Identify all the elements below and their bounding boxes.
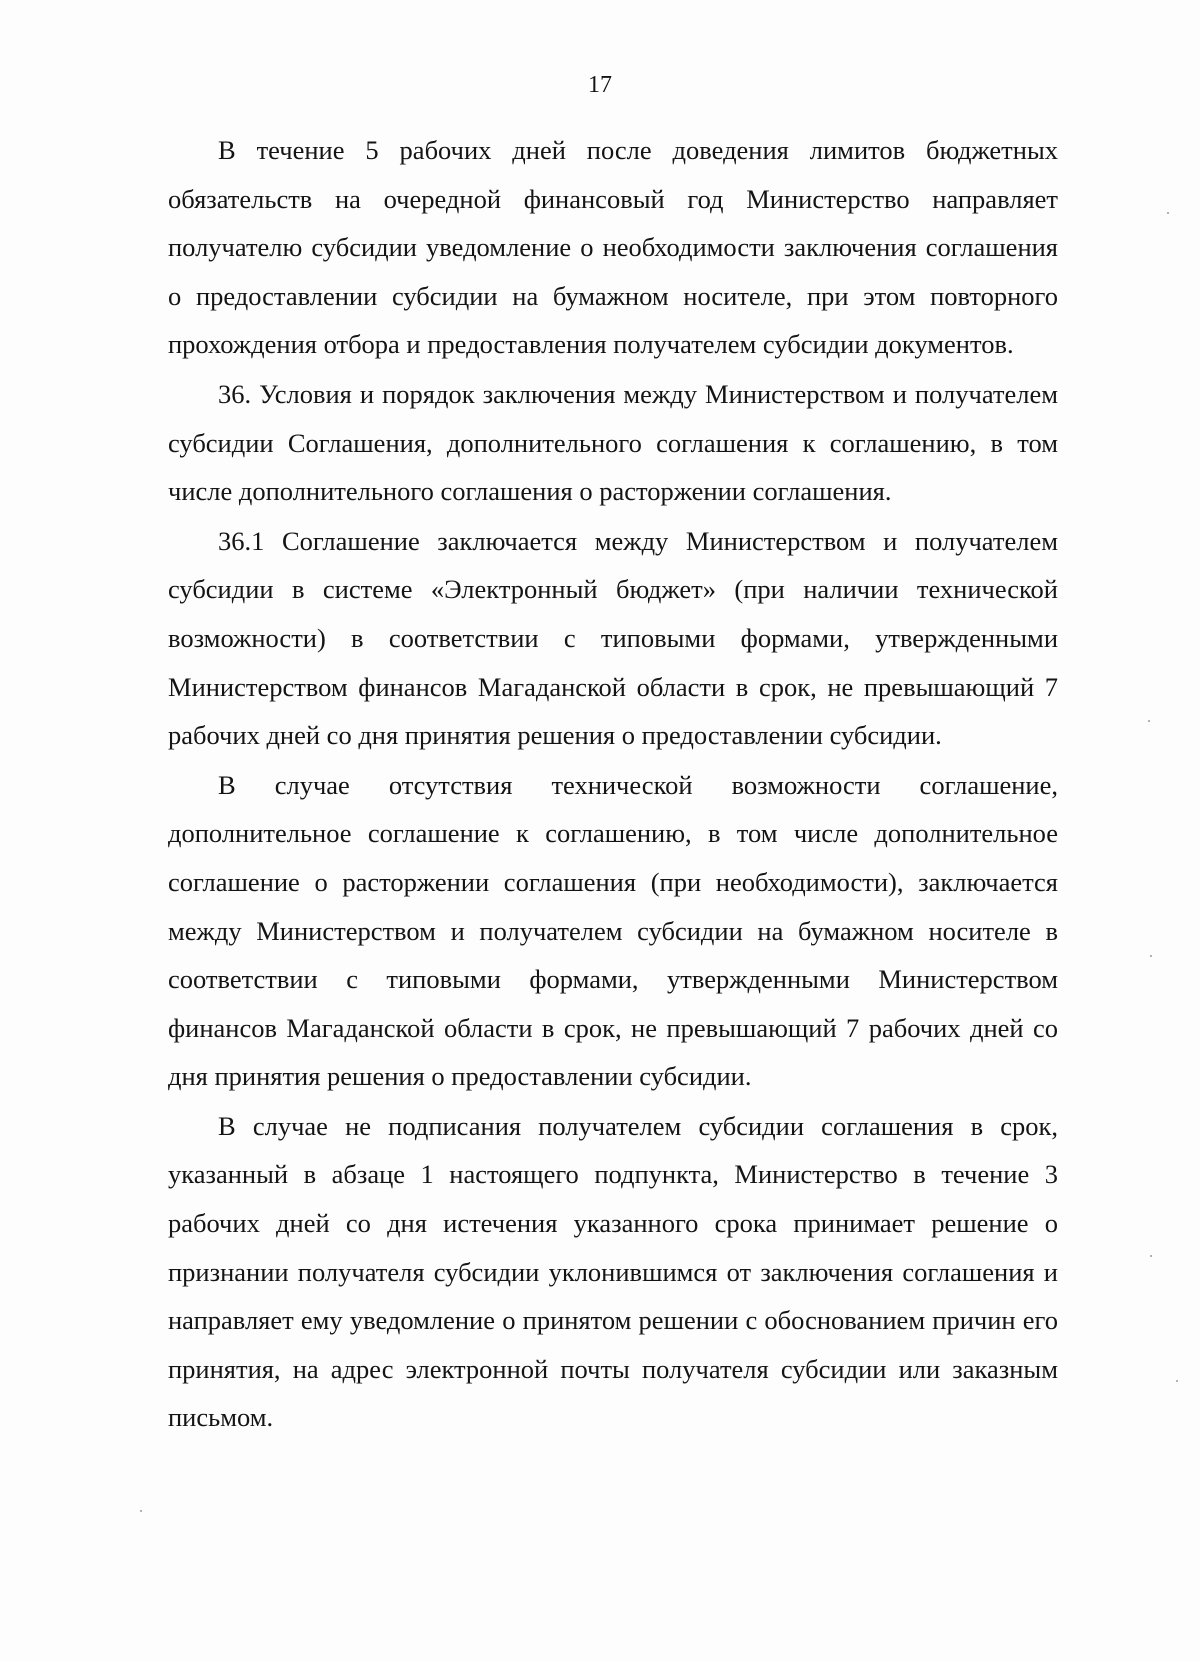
paragraph-36-1-electronic-budget: 36.1 Соглашение заключается между Министерством и получателем субсидии в системе «Электронный бюджет» (при наличии технической возможности) в соответствии с типовыми формами, утвержденными Министерством финансов Магаданской области в срок, не превышающий 7 рабочих дней со дня принятия решения о предоставлении субсидии. [168, 525, 1058, 751]
page-number: 17 [588, 72, 612, 98]
scan-speck [1176, 1380, 1178, 1382]
scan-speck [1150, 1255, 1152, 1257]
document-body [168, 126, 1058, 1443]
paragraph-evasion-decision: В случае не подписания получателем субсидии соглашения в срок, указанный в абзаце 1 настоящего подпункта, Министерство в течение 3 рабочих дней со дня истечения указанного срока принимает решение о признании получателя субсидии уклонившимся от заключения соглашения и направляет ему уведомление о принятом решении с обоснованием причин его принятия, на адрес электронной почты получателя субсидии или заказным письмом. [168, 1110, 1058, 1433]
scan-speck [1167, 212, 1169, 214]
paragraph-paper-agreement: В случае отсутствия технической возможности соглашение, дополнительное соглашение к соглашению, в том числе дополнительное соглашение о расторжении соглашения (при необходимости), заключается между Министерством и получателем субсидии на бумажном носителе в соответствии с типовыми формами, утвержденными Министерством финансов Магаданской области в срок, не превышающий 7 рабочих дней со дня принятия решения о предоставлении субсидии. [168, 769, 1058, 1092]
scan-speck [1148, 720, 1150, 722]
scan-speck [1150, 955, 1152, 957]
scan-speck [140, 1510, 142, 1512]
paragraph-36-heading: 36. Условия и порядок заключения между Министерством и получателем субсидии Соглашения, дополнительного соглашения к соглашению, в том числе дополнительного соглашения о расторжении соглашения. [168, 378, 1058, 507]
paragraph-limits-notification: В течение 5 рабочих дней после доведения лимитов бюджетных обязательств на очередной финансовый год Министерство направляет получателю субсидии уведомление о необходимости заключения соглашения о предоставлении субсидии на бумажном носителе, при этом повторного прохождения отбора и предоставления получателем субсидии документов. [168, 135, 1058, 360]
